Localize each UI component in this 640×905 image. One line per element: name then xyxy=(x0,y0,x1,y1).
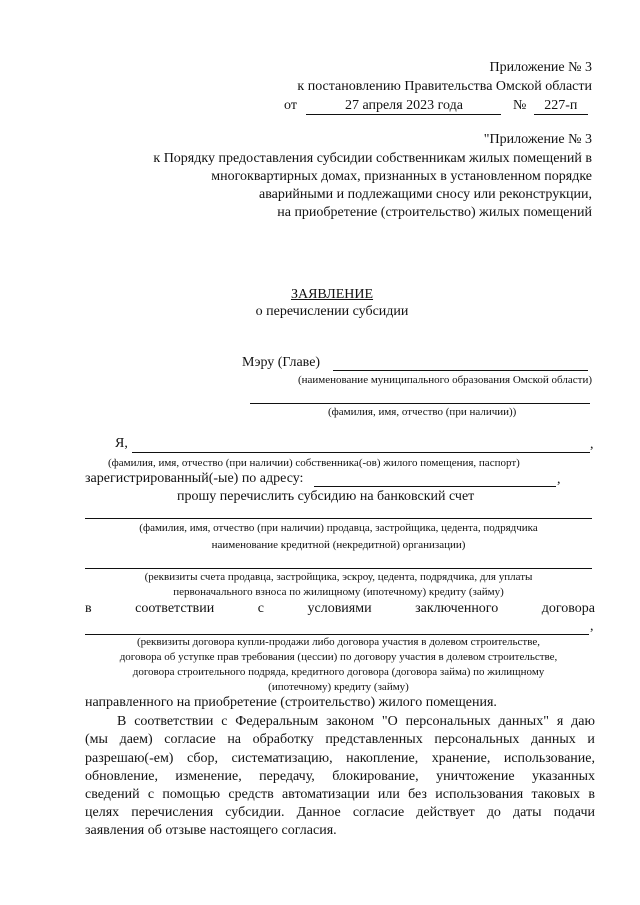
contract-caption-2: договора об уступке прав требования (цессии) по договору участия в долевом строительстве, xyxy=(119,651,558,663)
consent-word: действует xyxy=(416,805,475,820)
consent-word: передачу, xyxy=(259,769,315,784)
consent-word: даю xyxy=(571,714,595,729)
seller-caption-2: наименование кредитной (некредитной) организации) xyxy=(211,539,466,551)
consent-word: уничтожение xyxy=(436,769,515,784)
consent-line-5 xyxy=(85,787,595,803)
accordance-word: договора xyxy=(541,601,595,616)
account-caption-2: первоначального взноса по жилищному (ипотечному) кредиту (займу) xyxy=(173,586,504,598)
order-line-3: аварийными и подлежащими сносу или реконструкции, xyxy=(259,187,592,202)
consent-word: данных xyxy=(531,732,576,747)
address-field[interactable] xyxy=(314,486,556,487)
consent-word: представленных xyxy=(325,732,423,747)
consent-word: использования xyxy=(435,787,524,802)
date-prefix: от xyxy=(284,98,297,113)
consent-word: указанных xyxy=(532,769,595,784)
accordance-word: соответствии xyxy=(135,601,215,616)
order-line-2: многоквартирных домах, признанных в установленном порядке xyxy=(211,169,592,184)
consent-word: согласие xyxy=(352,805,405,820)
consent-word: хранение, xyxy=(431,751,491,766)
contract-caption-4: (ипотечному) кредиту (займу) xyxy=(268,681,409,693)
consent-line-1 xyxy=(117,714,595,730)
addressee-field[interactable] xyxy=(333,370,588,371)
consent-word: средств xyxy=(228,787,274,802)
consent-word: целях xyxy=(85,805,120,820)
document-title: ЗАЯВЛЕНИЕ xyxy=(290,287,374,302)
seller-caption-1: (фамилия, имя, отчество (при наличии) продавца, застройщика, цедента, подрядчика xyxy=(139,522,538,534)
consent-word: "О xyxy=(381,714,398,729)
consent-word: обновление, xyxy=(85,769,158,784)
accordance-word: в xyxy=(85,601,92,616)
consent-word: сведений xyxy=(85,787,140,802)
contract-caption-3: договора строительного подряда, кредитного договора (договора займа) по жилищному xyxy=(132,666,545,678)
order-line-1: к Порядку предоставления субсидии собственникам жилых помещений в xyxy=(153,151,592,166)
accordance-word: заключенного xyxy=(415,601,499,616)
resolution-date-line xyxy=(284,98,588,115)
consent-word: обработку xyxy=(252,732,314,747)
consent-word: (мы xyxy=(85,732,108,747)
consent-word: Данное xyxy=(296,805,341,820)
consent-word: персональных xyxy=(434,732,520,747)
consent-word: законом xyxy=(326,714,374,729)
consent-word: помощью xyxy=(162,787,221,802)
address-comma: , xyxy=(557,472,561,487)
accordance-word: с xyxy=(257,601,264,616)
consent-word: разрешаю(-ем) xyxy=(85,751,174,766)
account-caption-1: (реквизиты счета продавца, застройщика, эскроу, цедента, подрядчика, для уплаты xyxy=(144,571,533,583)
contract-field[interactable] xyxy=(85,634,589,635)
consent-word: сбор, xyxy=(186,751,218,766)
consent-word: до xyxy=(486,805,501,820)
consent-word: субсидии. xyxy=(225,805,285,820)
contract-comma: , xyxy=(590,619,594,634)
consent-word: В xyxy=(117,714,127,729)
consent-word: соответствии xyxy=(134,714,214,729)
consent-word: таковых xyxy=(531,787,581,802)
order-line-4: на приобретение (строительство) жилых помещений xyxy=(277,205,592,220)
consent-word: накопление, xyxy=(346,751,419,766)
consent-word: данных" xyxy=(498,714,549,729)
consent-word: подачи xyxy=(553,805,595,820)
consent-word: на xyxy=(227,732,242,747)
consent-word: или xyxy=(377,787,400,802)
consent-word: блокирование, xyxy=(332,769,419,784)
consent-word: без xyxy=(408,787,427,802)
account-field[interactable] xyxy=(85,568,592,569)
resolution-label: к постановлению Правительства Омской области xyxy=(297,79,592,94)
consent-word: использование, xyxy=(503,751,595,766)
addressee-caption-municipality: (наименование муниципального образования Омской области) xyxy=(297,374,592,386)
applicant-name-field[interactable] xyxy=(132,452,590,453)
consent-line-6 xyxy=(85,805,595,821)
accordance-line xyxy=(85,601,595,617)
consent-word: в xyxy=(588,787,595,802)
sub-appendix-label: "Приложение № 3 xyxy=(483,132,592,147)
consent-word: с xyxy=(221,714,228,729)
consent-word: Федеральным xyxy=(235,714,319,729)
addressee-caption-name: (фамилия, имя, отчество (при наличии)) xyxy=(328,406,517,418)
consent-word: с xyxy=(147,787,155,802)
registered-label: зарегистрированный(-ые) по адресу: xyxy=(85,471,304,486)
consent-line-2 xyxy=(85,732,595,748)
appendix-label: Приложение № 3 xyxy=(489,60,592,75)
consent-word: даем) xyxy=(119,732,153,747)
consent-word: автоматизации xyxy=(281,787,370,802)
consent-line-4 xyxy=(85,769,595,785)
addressee-label: Мэру (Главе) xyxy=(242,355,321,370)
consent-word: изменение, xyxy=(175,769,242,784)
document-subtitle: о перечислении субсидии xyxy=(255,304,409,319)
resolution-number: 227-п xyxy=(534,98,588,115)
consent-word: согласие xyxy=(164,732,216,747)
consent-word: перечисления xyxy=(131,805,214,820)
addressee-name-field[interactable] xyxy=(250,403,590,404)
consent-word: и xyxy=(587,732,595,747)
number-sign: № xyxy=(512,98,527,113)
consent-word: систематизацию, xyxy=(231,751,333,766)
consent-line-3 xyxy=(85,751,595,767)
applicant-comma: , xyxy=(590,437,594,452)
seller-field[interactable] xyxy=(85,518,592,519)
consent-last-line: заявления об отзыве настоящего согласия. xyxy=(85,823,337,838)
request-text: прошу перечислить субсидию на банковский счет xyxy=(177,489,475,504)
directed-text: направленного на приобретение (строительство) жилого помещения. xyxy=(85,695,497,710)
consent-word: персональных xyxy=(405,714,491,729)
accordance-word: условиями xyxy=(307,601,372,616)
applicant-i-label: Я, xyxy=(115,436,128,451)
owner-caption: (фамилия, имя, отчество (при наличии) собственника(-ов) жилого помещения, паспорт) xyxy=(108,457,520,469)
consent-word: я xyxy=(556,714,564,729)
contract-caption-1: (реквизиты договора купли-продажи либо договора участия в долевом строительстве, xyxy=(137,636,540,648)
consent-word: даты xyxy=(513,805,542,820)
resolution-date: 27 апреля 2023 года xyxy=(306,98,501,115)
